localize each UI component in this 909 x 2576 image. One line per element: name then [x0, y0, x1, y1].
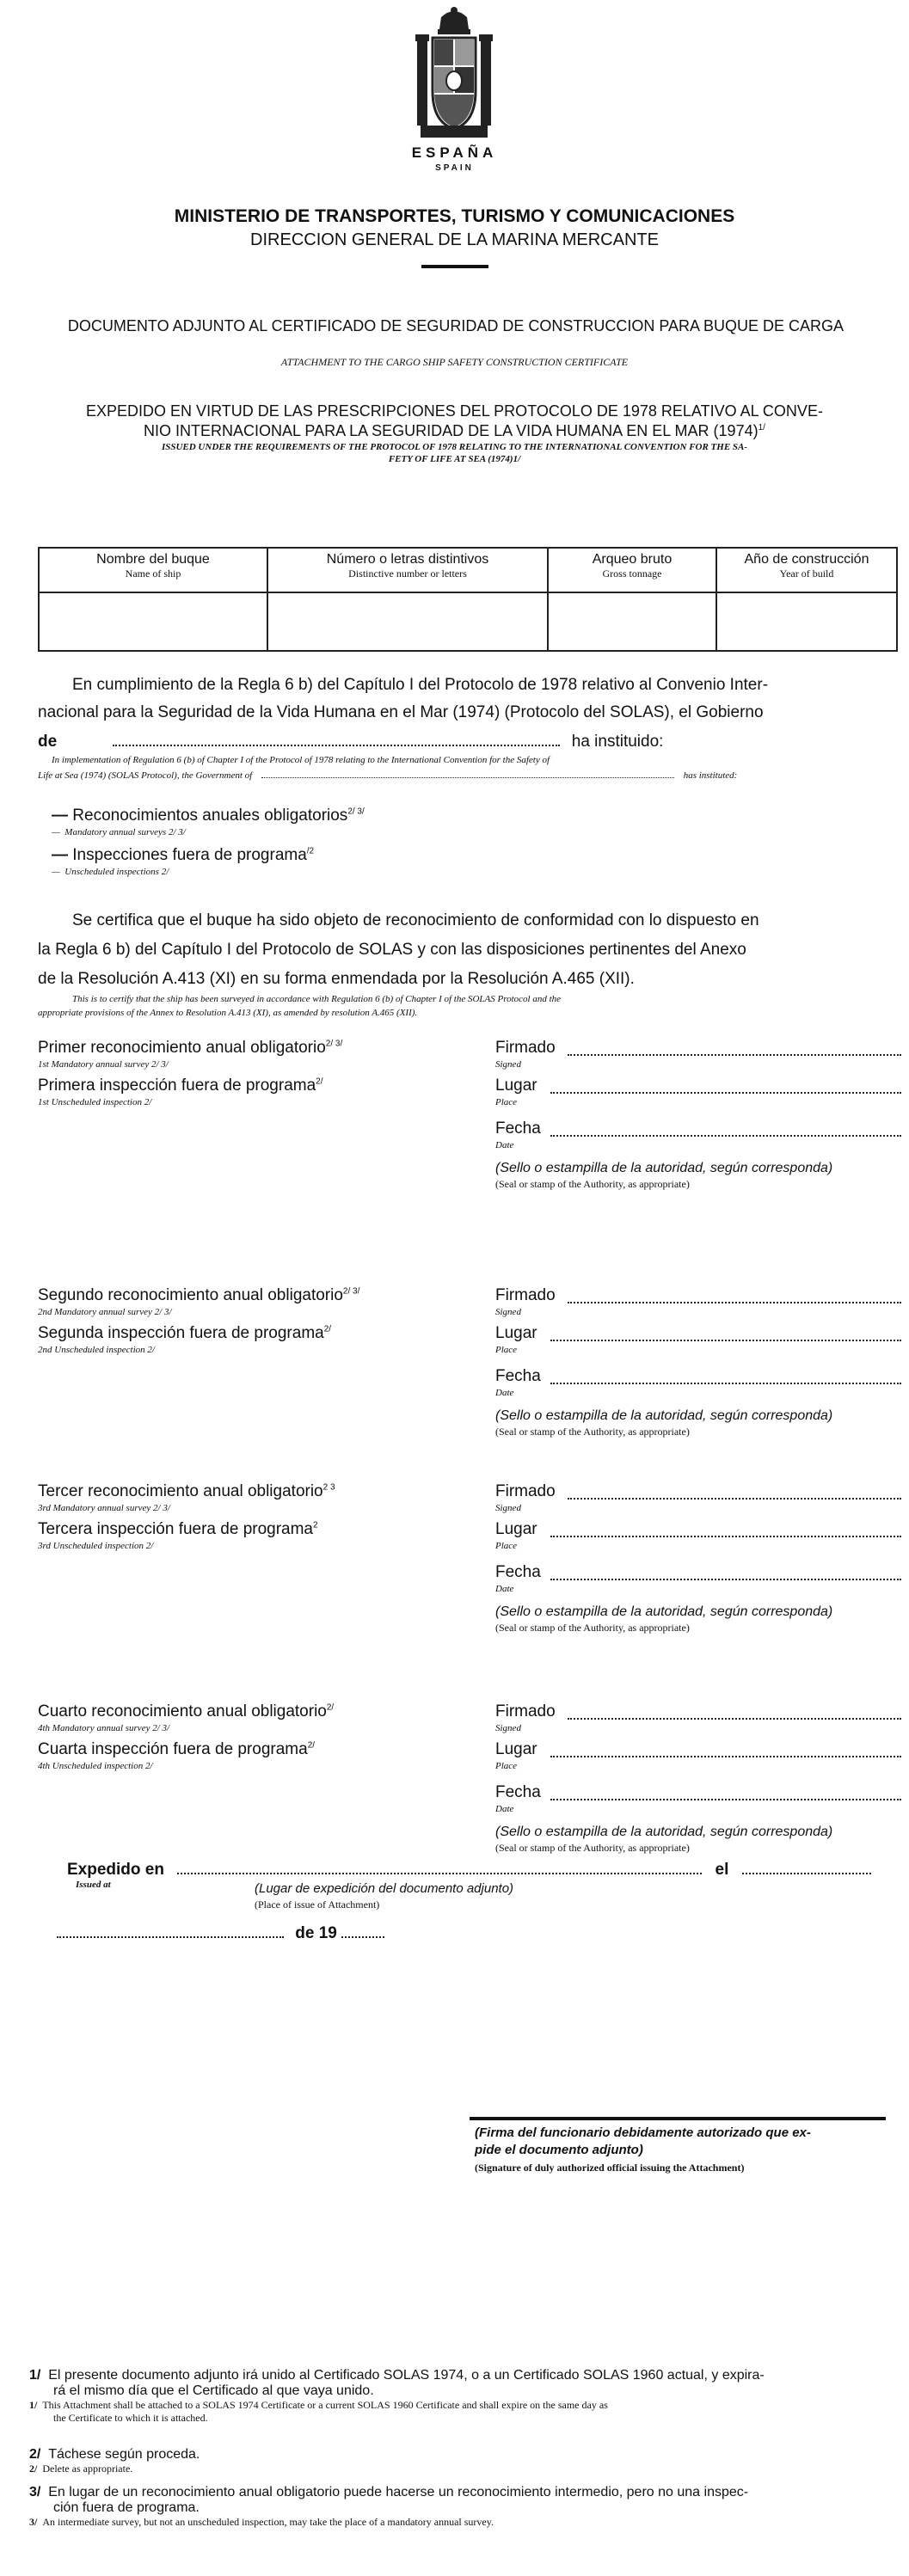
signed-4-field[interactable] — [568, 1704, 901, 1720]
place-2-field[interactable] — [550, 1326, 901, 1341]
issued-at-en: Issued at — [76, 1880, 111, 1890]
compliance-en-line1: In implementation of Regulation 6 (b) of Chapter I of the Protocol of 1978 relating to the International Convention for the Safety of — [52, 755, 550, 765]
option-annual-surveys-en: — Mandatory annual surveys 2/ 3/ — [52, 827, 186, 837]
option-annual-surveys[interactable]: — Reconocimientos anuales obligatorios$^{2/ 3/}$ — [52, 807, 365, 825]
issued-text-line1: EXPEDIDO EN VIRTUD DE LAS PRESCRIPCIONES DEL PROTOCOLO DE 1978 RELATIVO AL CONVE- — [86, 402, 823, 420]
ship-name-header: Nombre del buque Name of ship — [39, 548, 267, 592]
signed-1-field[interactable] — [568, 1040, 901, 1056]
country-title-en: SPAIN — [435, 163, 474, 173]
date-2-label: Fecha — [495, 1367, 541, 1385]
place-3-label-en: Place — [495, 1541, 518, 1551]
compliance-line1: En cumplimiento de la Regla 6 b) del Capítulo I del Protocolo de 1978 relativo al Convenio Inter- — [72, 676, 769, 694]
signed-2-label: Firmado — [495, 1286, 556, 1304]
date-2-field[interactable] — [550, 1369, 901, 1384]
footnote-3: 3/ En lugar de un reconocimiento anual obligatorio puede hacerse un reconocimiento intermedio, pero no una inspec- ción fuera de programa. 3/ An intermediate survey, but not an unscheduled inspection, may take the place of a mandatory annual survey. — [29, 2485, 749, 2528]
signed-1-label-en: Signed — [495, 1059, 521, 1070]
place-2-label-en: Place — [495, 1345, 518, 1355]
certify-line3: de la Resolución A.413 (XI) en su forma enmendada por la Resolución A.465 (XII). — [38, 970, 635, 988]
certify-line2: la Regla 6 b) del Capítulo I del Protocolo de SOLAS y con las disposiciones pertinentes del Anexo — [38, 941, 746, 959]
date-3-field[interactable] — [550, 1565, 901, 1580]
date-3-label: Fecha — [495, 1563, 541, 1581]
date-4-field[interactable] — [550, 1785, 901, 1800]
issued-text-en-line1: ISSUED UNDER THE REQUIREMENTS OF THE PROTOCOL OF 1978 RELATING TO THE INTERNATIONAL CONVENTION FOR THE SA- — [161, 442, 748, 452]
compliance-line2: nacional para la Seguridad de la Vida Humana en el Mar (1974) (Protocolo del SOLAS), el Gobierno — [38, 703, 764, 721]
country-title: ESPAÑA — [411, 144, 498, 161]
certify-en-line1: This is to certify that the ship has been surveyed in accordance with Regulation 6 (b) of Chapter I of the SOLAS Protocol and the — [72, 994, 562, 1004]
government-field[interactable] — [113, 731, 560, 746]
signed-3-label-en: Signed — [495, 1503, 521, 1513]
date-2-label-en: Date — [495, 1388, 514, 1398]
inspection-2-label[interactable]: Segunda inspección fuera de programa$^{2/}$ — [38, 1324, 332, 1342]
survey-3-label[interactable]: Tercer reconocimiento anual obligatorio$^{2 3}$ — [38, 1482, 335, 1500]
place-4-label: Lugar — [495, 1740, 537, 1758]
compliance-en-line2: Life at Sea (1974) (SOLAS Protocol), the Government of has instituted: — [38, 770, 738, 781]
ministry-title: MINISTERIO DE TRANSPORTES, TURISMO Y COMUNICACIONES — [174, 206, 735, 226]
footnote-2: 2/ Táchese según proceda. 2/ Delete as appropriate. — [29, 2447, 200, 2475]
signed-3-field[interactable] — [568, 1484, 901, 1500]
inspection-3-label[interactable]: Tercera inspección fuera de programa$^2$ — [38, 1520, 318, 1538]
place-2-label: Lugar — [495, 1324, 537, 1342]
survey-3-label-en: 3rd Mandatory annual survey 2/ 3/ — [38, 1503, 170, 1513]
issued-at-line: Expedido en el — [67, 1859, 893, 1880]
distinctive-number-cell[interactable] — [267, 592, 548, 651]
signed-2-field[interactable] — [568, 1288, 901, 1303]
footnote-1: 1/ El presente documento adjunto irá unido al Certificado SOLAS 1974, o a un Certificado SOLAS 1960 actual, y expira- rá el mismo día que el Certificado al que vaya unido. 1/ This Attachment shall be attached to a SOLAS 1974 Certificate or a current SOLAS 1960 Certificate and shall expire on the same day as the Certificate to which it is attached. — [29, 2368, 765, 2424]
year-of-build-cell[interactable] — [716, 592, 897, 651]
signed-4-label-en: Signed — [495, 1723, 521, 1733]
ship-name-cell[interactable] — [39, 592, 267, 651]
seal-1-caption: (Sello o estampilla de la autoridad, según corresponda) — [495, 1161, 833, 1175]
signature-caption-2: pide el documento adjunto) — [475, 2143, 643, 2157]
distinctive-number-header: Número o letras distintivos Distinctive number or letters — [267, 548, 548, 592]
place-1-label: Lugar — [495, 1076, 537, 1095]
issue-year-line: de 19 — [57, 1923, 384, 1943]
seal-2-caption: (Sello o estampilla de la autoridad, según corresponda) — [495, 1408, 833, 1423]
issue-day-field[interactable] — [57, 1923, 284, 1938]
survey-2-label-en: 2nd Mandatory annual survey 2/ 3/ — [38, 1307, 172, 1317]
option-unscheduled-inspections-en: — Unscheduled inspections 2/ — [52, 867, 169, 877]
certify-line1: Se certifica que el buque ha sido objeto de reconocimiento de conformidad con lo dispuesto en — [72, 911, 759, 929]
gross-tonnage-header: Arqueo bruto Gross tonnage — [548, 548, 716, 592]
place-4-label-en: Place — [495, 1761, 518, 1771]
gross-tonnage-cell[interactable] — [548, 592, 716, 651]
issued-at-field[interactable] — [177, 1859, 702, 1874]
inspection-1-label-en: 1st Unscheduled inspection 2/ — [38, 1097, 152, 1107]
survey-2-label[interactable]: Segundo reconocimiento anual obligatorio$^{2/ 3/}$ — [38, 1286, 360, 1304]
seal-1-caption-en: (Seal or stamp of the Authority, as appropriate) — [495, 1178, 690, 1190]
place-1-label-en: Place — [495, 1097, 518, 1107]
date-4-label-en: Date — [495, 1804, 514, 1814]
compliance-line3: de ha instituido: — [38, 733, 664, 751]
date-3-label-en: Date — [495, 1584, 514, 1594]
signature-line[interactable] — [470, 2117, 886, 2120]
document-title-en: ATTACHMENT TO THE CARGO SHIP SAFETY CONSTRUCTION CERTIFICATE — [280, 356, 629, 368]
signature-caption-en: (Signature of duly authorized official issuing the Attachment) — [475, 2162, 745, 2174]
signature-caption-1: (Firma del funcionario debidamente autorizado que ex- — [475, 2125, 811, 2140]
coat-of-arms-emblem — [415, 5, 493, 141]
survey-4-label-en: 4th Mandatory annual survey 2/ 3/ — [38, 1723, 170, 1733]
inspection-4-label[interactable]: Cuarta inspección fuera de programa$^{2/}$ — [38, 1740, 316, 1758]
directorate-title: DIRECCION GENERAL DE LA MARINA MERCANTE — [250, 230, 659, 249]
seal-3-caption: (Sello o estampilla de la autoridad, según corresponda) — [495, 1604, 833, 1619]
inspection-1-label[interactable]: Primera inspección fuera de programa$^{2/}$ — [38, 1076, 323, 1095]
signed-2-label-en: Signed — [495, 1307, 521, 1317]
issued-on-field[interactable] — [742, 1859, 871, 1874]
document-title: DOCUMENTO ADJUNTO AL CERTIFICADO DE SEGURIDAD DE CONSTRUCCION PARA BUQUE DE CARGA — [67, 317, 845, 334]
seal-3-caption-en: (Seal or stamp of the Authority, as appropriate) — [495, 1622, 690, 1634]
inspection-3-label-en: 3rd Unscheduled inspection 2/ — [38, 1541, 154, 1551]
survey-1-label-en: 1st Mandatory annual survey 2/ 3/ — [38, 1059, 169, 1070]
date-4-label: Fecha — [495, 1783, 541, 1801]
issue-place-caption-en: (Place of issue of Attachment) — [255, 1898, 380, 1911]
place-3-label: Lugar — [495, 1520, 537, 1538]
place-4-field[interactable] — [550, 1742, 901, 1757]
inspection-4-label-en: 4th Unscheduled inspection 2/ — [38, 1761, 153, 1771]
issued-text-en-line2: FETY OF LIFE AT SEA (1974)1/ — [388, 454, 521, 464]
survey-1-label[interactable]: Primer reconocimiento anual obligatorio$^{2/ 3/}$ — [38, 1039, 343, 1057]
header-divider — [421, 265, 488, 268]
option-unscheduled-inspections[interactable]: — Inspecciones fuera de programa$^{/2}$ — [52, 846, 315, 864]
seal-4-caption: (Sello o estampilla de la autoridad, según corresponda) — [495, 1825, 833, 1839]
date-1-label-en: Date — [495, 1140, 514, 1150]
year-of-build-header: Año de construcción Year of build — [716, 548, 897, 592]
seal-2-caption-en: (Seal or stamp of the Authority, as appropriate) — [495, 1426, 690, 1438]
date-1-label: Fecha — [495, 1119, 541, 1138]
signed-4-label: Firmado — [495, 1702, 556, 1720]
issue-place-caption: (Lugar de expedición del documento adjunto) — [255, 1881, 514, 1896]
issue-year-field[interactable] — [341, 1923, 384, 1938]
inspection-2-label-en: 2nd Unscheduled inspection 2/ — [38, 1345, 155, 1355]
place-3-field[interactable] — [550, 1522, 901, 1537]
date-1-field[interactable] — [550, 1121, 901, 1137]
issued-text-line2: NIO INTERNACIONAL PARA LA SEGURIDAD DE LA VIDA HUMANA EN EL MAR $(1974)^{1/}$ — [144, 422, 765, 439]
ship-particulars-table — [38, 547, 898, 652]
signed-3-label: Firmado — [495, 1482, 556, 1500]
certify-en-line2: appropriate provisions of the Annex to Resolution A.413 (XI), as amended by resolution A.465 (XII). — [38, 1008, 418, 1018]
place-1-field[interactable] — [550, 1078, 901, 1094]
survey-4-label[interactable]: Cuarto reconocimiento anual obligatorio$^{2/}$ — [38, 1702, 335, 1720]
seal-4-caption-en: (Seal or stamp of the Authority, as appropriate) — [495, 1842, 690, 1854]
signed-1-label: Firmado — [495, 1039, 556, 1057]
